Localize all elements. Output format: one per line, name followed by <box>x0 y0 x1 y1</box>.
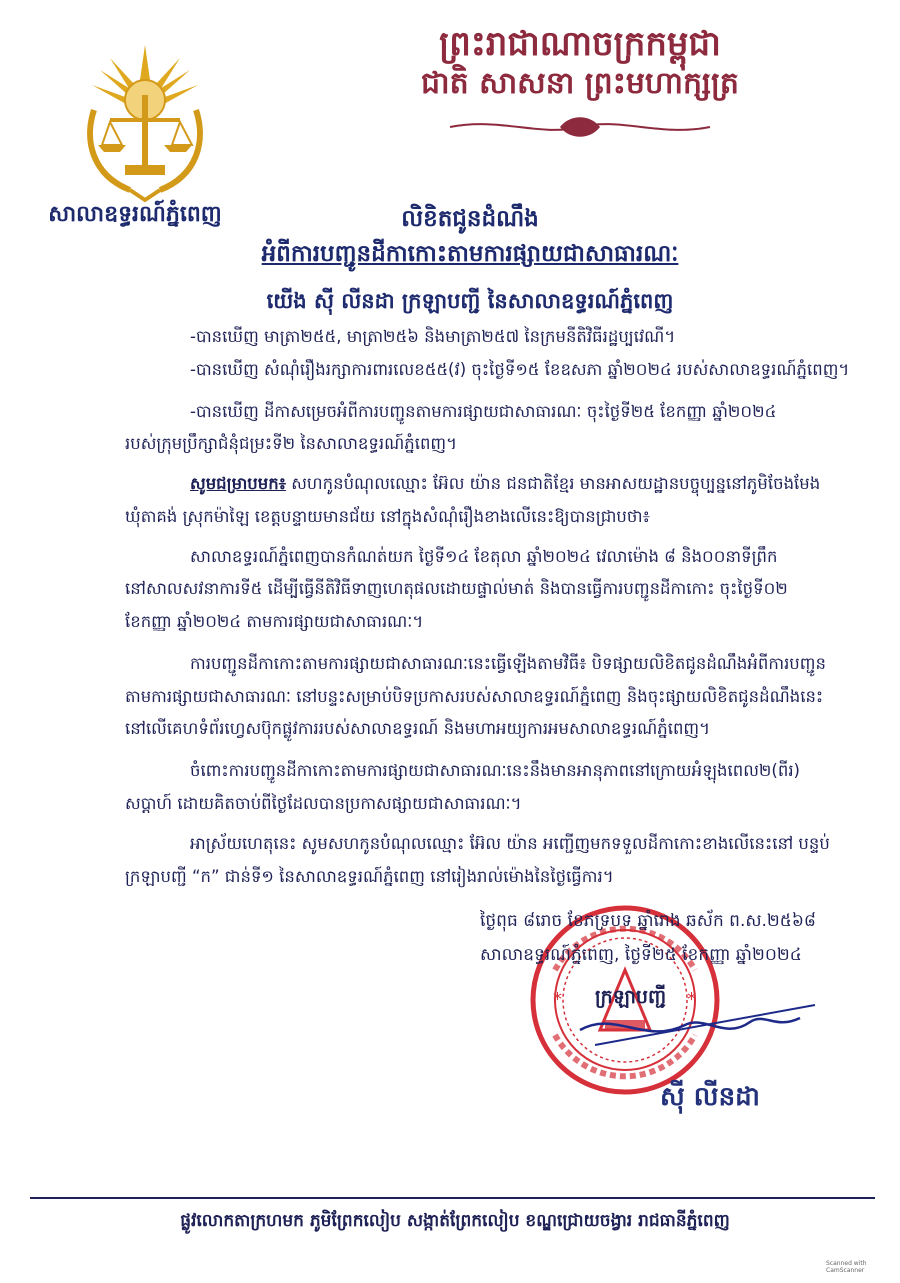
notice-text: សហកូនបំណុលឈ្មោះ អ៊ែល យ៉ាន ជនជាតិខ្មែរ មានអាសយដ្ឋានបច្ចុប្បន្ននៅភូមិចែងមែង <box>285 474 821 493</box>
issuer-line: យើង ស៊ី លីនដា ក្រឡាបញ្ជី នៃសាលាឧទ្ធរណ៍ភ្នំពេញ <box>266 289 674 313</box>
paragraph-line: ចំពោះការបញ្ជូនដីកាកោះតាមការផ្សាយជាសាធារណៈនេះនឹងមានអានុភាពនៅក្រោយអំឡុងពេល២(ពីរ) <box>190 761 800 780</box>
national-motto: ជាតិ សាសនា ព្រះមហាក្សត្រ <box>421 66 739 101</box>
svg-text:*: * <box>553 989 562 1010</box>
notice-line: ឃុំតាគង់ ស្រុកម៉ាឡៃ ខេត្តបន្ទាយមានជ័យ នៅក្នុងសំណុំរឿងខាងលើនេះឱ្យបានជ្រាបថា៖ <box>125 507 650 526</box>
lunar-date: ថ្ងៃពុធ ៨រោច ខែភទ្របទ ឆ្នាំរោង ឆស័ក ព.ស.២៥៦៨ <box>480 911 816 931</box>
reference-item: -បានឃើញ សំណុំរឿងរក្សាការពារលេខ៥៥(វ) ចុះថ្ងៃទី១៥ ខែឧសភា ឆ្នាំ២០២៤ របស់សាលាឧទ្ធរណ៍ភ្នំពេញ។ <box>190 360 850 379</box>
paragraph-line: តាមការផ្សាយជាសាធារណៈ នៅបន្ទះសម្រាប់បិទប្រកាសរបស់សាលាឧទ្ធរណ៍ភ្នំពេញ និងចុះផ្សាយលិខិតជូនដំណឹងនេះ <box>125 687 824 706</box>
paragraph-line: អាស្រ័យហេតុនេះ សូមសហកូនបំណុលឈ្មោះ អ៊ែល យ៉ាន អញ្ជើញមកទទួលដីកាកោះខាងលើនេះនៅ បន្ទប់ <box>190 834 830 853</box>
paragraph-line: សប្តាហ៍ ដោយគិតចាប់ពីថ្ងៃដែលបានប្រកាសផ្សាយជាសាធារណៈ។ <box>125 794 522 813</box>
paragraph-line: នៅលើគេហទំព័រហ្វេសប៊ុកផ្លូវការរបស់សាលាឧទ្ធរណ៍ និងមហាអយ្យការអមសាលាឧទ្ធរណ៍ភ្នំពេញ។ <box>125 719 711 738</box>
scanner-brand: CamScanner <box>826 1267 865 1274</box>
paragraph-line: នៅសាលសវនាការទី៥ ដើម្បីធ្វើនីតិវិធីទាញហេតុផលដោយផ្ទាល់មាត់ និងបានធ្វើការបញ្ជូនដីកាកោះ ចុះថ្ងៃទី០២ <box>125 579 788 598</box>
paragraph-line: ក្រឡាបញ្ជី “ក” ជាន់ទី១ នៃសាលាឧទ្ធរណ៍ភ្នំពេញ នៅរៀងរាល់ម៉ោងនៃថ្ងៃធ្វើការ។ <box>125 867 614 886</box>
handwritten-signature <box>575 1000 825 1060</box>
signer-name: ស៊ី លីនដា <box>660 1082 760 1112</box>
ornamental-divider-icon <box>440 112 720 142</box>
footer-divider <box>30 1197 875 1199</box>
paragraph-line: ការបញ្ជូនដីកាកោះតាមការផ្សាយជាសាធារណៈនេះធ្វើឡើងតាមវិធី៖ បិទផ្សាយលិខិតជូនដំណឹងអំពីការបញ្ជូន <box>190 654 826 673</box>
signer-position: ក្រឡាបញ្ជី <box>595 986 667 1008</box>
document-title: លិខិតជូនដំណឹង <box>401 206 539 232</box>
notice-line <box>190 470 820 498</box>
paragraph-line: ខែកញ្ញា ឆ្នាំ២០២៤ តាមការផ្សាយជាសាធារណៈ។ <box>125 612 424 631</box>
document-subject: អំពីការបញ្ជូនដីកាកោះតាមការផ្សាយជាសាធារណៈ <box>261 241 679 267</box>
scanner-watermark <box>826 1260 892 1274</box>
issue-date: សាលាឧទ្ធរណ៍ភ្នំពេញ, ថ្ងៃទី២៥ ខែកញ្ញា ឆ្នាំ២០២៤ <box>480 945 802 965</box>
reference-item: របស់ក្រុមប្រឹក្សាជំនុំជម្រះទី២ នៃសាលាឧទ្ធរណ៍ភ្នំពេញ។ <box>125 434 458 453</box>
notice-label: សូមជម្រាបមក៖ <box>190 474 286 493</box>
footer-address: ផ្លូវលោកតាក្រហមក ភូមិព្រែកលៀប សង្កាត់ព្រែកលៀប ខណ្ឌជ្រោយចង្វារ រាជធានីភ្នំពេញ <box>180 1211 730 1231</box>
reference-item: -បានឃើញ ដីកាសម្រេចអំពីការបញ្ជូនតាមការផ្សាយជាសាធារណៈ ចុះថ្ងៃទី២៥ ខែកញ្ញា ឆ្នាំ២០២៤ <box>190 402 777 421</box>
kingdom-heading: ព្រះរាជាណាចក្រកម្ពុជា <box>439 24 721 64</box>
scanner-text: Scanned with <box>826 1260 867 1267</box>
court-emblem-icon <box>80 40 210 215</box>
court-name: សាលាឧទ្ធរណ៍ភ្នំពេញ <box>48 202 222 227</box>
paragraph-line: សាលាឧទ្ធរណ៍ភ្នំពេញបានកំណត់យក ថ្ងៃទី១៤ ខែតុលា ឆ្នាំ២០២៤ វេលាម៉ោង ៨ និង០០នាទីព្រឹក <box>190 547 778 566</box>
reference-item: -បានឃើញ មាត្រា២៥៥, មាត្រា២៥៦ និងមាត្រា២៥៧ នៃក្រមនីតិវិធីរដ្ឋប្បវេណី។ <box>190 327 676 346</box>
svg-text:*: * <box>687 989 696 1010</box>
